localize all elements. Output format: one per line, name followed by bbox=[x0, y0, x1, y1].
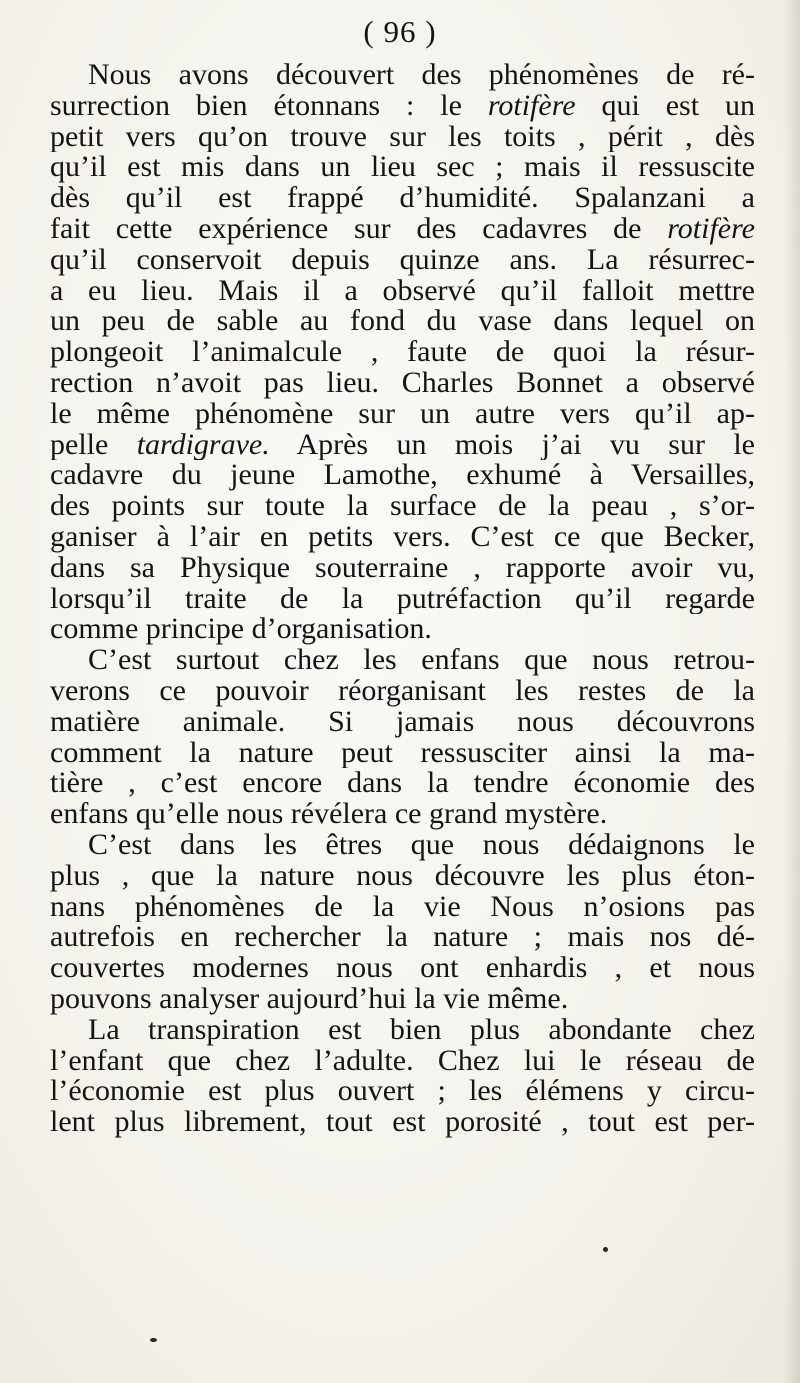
text-segment: rection n’avoit pas lieu. Charles Bonnet a observé bbox=[50, 367, 755, 399]
text-segment: qu’il est mis dans un lieu sec ; mais il ressuscite bbox=[50, 152, 755, 184]
text-segment: l’enfant que chez l’adulte. Chez lui le réseau de bbox=[50, 1045, 755, 1077]
text-segment: pelle bbox=[50, 429, 137, 461]
text-segment: dans sa Physique souterraine , rapporte avoir vu, bbox=[50, 552, 755, 584]
text-segment: cadavre du jeune Lamothe, exhumé à Versailles, bbox=[50, 460, 755, 492]
text-line bbox=[50, 922, 755, 953]
text-line bbox=[50, 122, 755, 153]
text-line bbox=[50, 1046, 755, 1077]
text-line bbox=[50, 276, 755, 307]
text-line bbox=[50, 91, 755, 122]
text-line bbox=[50, 584, 755, 615]
text-line bbox=[50, 245, 755, 276]
italic-term: tardigrave. bbox=[136, 429, 270, 461]
text-line bbox=[50, 337, 755, 368]
text-segment: qu’il conservoit depuis quinze ans. La résurrec- bbox=[50, 244, 755, 276]
text-line bbox=[50, 707, 755, 738]
text-segment: matière animale. Si jamais nous découvrons bbox=[50, 706, 755, 738]
text-line bbox=[50, 214, 755, 245]
text-line bbox=[50, 645, 755, 676]
italic-term: rotifère bbox=[487, 90, 576, 122]
text-line bbox=[50, 430, 755, 461]
text-line bbox=[50, 1015, 755, 1046]
text-segment: Nous avons découvert des phénomènes de ré- bbox=[88, 60, 755, 91]
text-segment: verons ce pouvoir réorganisant les restes de la bbox=[50, 675, 755, 707]
text-segment: plongeoit l’animalcule , faute de quoi la résur- bbox=[50, 337, 755, 368]
text-segment: lent plus librement, tout est porosité , tout est per- bbox=[50, 1107, 755, 1138]
text-segment: tière , c’est encore dans la tendre économie des bbox=[50, 768, 755, 800]
text-line bbox=[50, 1107, 755, 1138]
text-line bbox=[50, 399, 755, 430]
text-segment: Après un mois j’ai vu sur le bbox=[269, 429, 755, 461]
text-segment: des points sur toute la surface de la peau , s’or- bbox=[50, 491, 755, 522]
text-segment: C’est surtout chez les enfans que nous retrou- bbox=[88, 645, 755, 676]
text-segment: surrection bien étonnans : le bbox=[50, 90, 488, 122]
text-segment: petit vers qu’on trouve sur les toits , périt , dès bbox=[50, 121, 755, 153]
text-segment: dès qu’il est frappé d’humidité. Spalanzani a bbox=[50, 183, 755, 214]
text-line bbox=[50, 553, 755, 584]
text-segment: plus , que la nature nous découvre les plus éton- bbox=[50, 860, 755, 892]
text-line bbox=[50, 614, 755, 645]
text-segment: ganiser à l’air en petits vers. C’est ce que Becker, bbox=[50, 521, 755, 553]
text-line bbox=[50, 368, 755, 399]
text-line bbox=[50, 830, 755, 861]
text-line bbox=[50, 768, 755, 799]
text-segment: C’est dans les êtres que nous dédaignons le bbox=[88, 829, 755, 861]
text-line bbox=[50, 799, 755, 830]
ink-speck bbox=[150, 1338, 157, 1342]
text-segment: nans phénomènes de la vie Nous n’osions pas bbox=[50, 891, 755, 923]
page-number: ( 96 ) bbox=[363, 14, 437, 49]
ink-speck bbox=[603, 1247, 608, 1252]
text-line bbox=[50, 183, 755, 214]
text-segment: qui est un bbox=[575, 90, 755, 122]
text-line bbox=[50, 953, 755, 984]
body-text bbox=[50, 60, 755, 1138]
text-segment: lorsqu’il traite de la putréfaction qu’il regarde bbox=[50, 583, 755, 615]
text-segment: couvertes modernes nous ont enhardis , et nous bbox=[50, 953, 755, 984]
text-line bbox=[50, 861, 755, 892]
text-line bbox=[50, 892, 755, 923]
text-line bbox=[50, 676, 755, 707]
text-line bbox=[50, 738, 755, 769]
text-segment: comment la nature peut ressusciter ainsi la ma- bbox=[50, 737, 755, 769]
italic-term: rotifère bbox=[667, 213, 755, 245]
text-segment: l’économie est plus ouvert ; les élémens y circu- bbox=[50, 1076, 755, 1108]
text-segment: enfans qu’elle nous révélera ce grand mystère. bbox=[50, 799, 608, 830]
text-segment: pouvons analyser aujourd’hui la vie même. bbox=[50, 983, 569, 1015]
text-segment: a eu lieu. Mais il a observé qu’il falloit mettre bbox=[50, 275, 755, 307]
text-line bbox=[50, 491, 755, 522]
text-segment: comme principe d’organisation. bbox=[50, 614, 432, 646]
text-segment: fait cette expérience sur des cadavres de bbox=[50, 213, 668, 245]
text-line bbox=[50, 306, 755, 337]
text-line bbox=[50, 60, 755, 91]
text-segment: La transpiration est bien plus abondante chez bbox=[88, 1014, 755, 1046]
text-line bbox=[50, 1076, 755, 1107]
text-segment: un peu de sable au fond du vase dans lequel on bbox=[50, 306, 755, 338]
text-line bbox=[50, 152, 755, 183]
text-segment: le même phénomène sur un autre vers qu’il ap- bbox=[50, 398, 755, 430]
text-line bbox=[50, 984, 755, 1015]
page-edge-shadow bbox=[784, 0, 800, 1383]
text-line bbox=[50, 522, 755, 553]
text-segment: autrefois en rechercher la nature ; mais nos dé- bbox=[50, 922, 755, 954]
text-line bbox=[50, 460, 755, 491]
